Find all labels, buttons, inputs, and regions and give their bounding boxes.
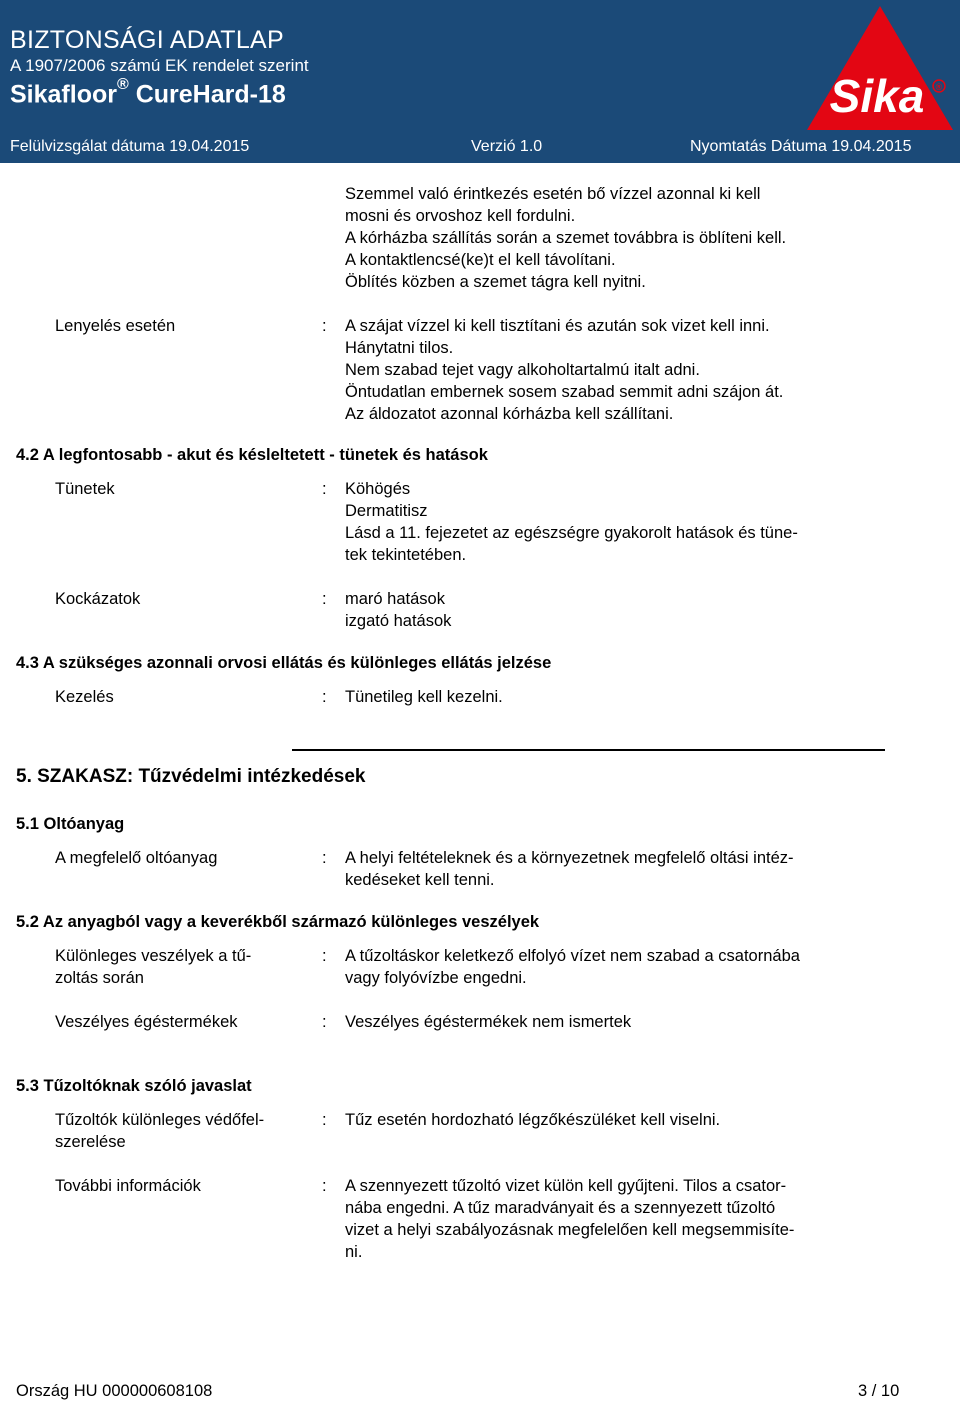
ingestion-label: Lenyelés esetén (55, 317, 176, 335)
combustion-products-value: Veszélyes égéstermékek nem ismertek (345, 1013, 632, 1031)
version-label: Verzió 1.0 (471, 138, 543, 155)
field-colon: : (322, 947, 327, 965)
field-colon: : (322, 849, 327, 867)
sika-logo (805, 4, 955, 132)
symptoms-line: Köhögés (345, 480, 411, 498)
ingestion-line: Az áldozatot azonnal kórházba kell szállítani. (345, 405, 674, 423)
section-4-2-heading: 4.2 A legfontosabb - akut és késleltetett - tünetek és hatások (16, 446, 488, 464)
risks-label: Kockázatok (55, 590, 141, 608)
field-colon: : (322, 688, 327, 706)
field-colon: : (322, 480, 327, 498)
further-info-line: vizet a helyi szabályozásnak megfelelően kell megsemmisíte- (345, 1221, 795, 1239)
eye-contact-line: Szemmel való érintkezés esetén bő vízzel azonnal ki kell (345, 185, 761, 203)
ingestion-line: Hánytatni tilos. (345, 339, 454, 357)
symptoms-line: Dermatitisz (345, 502, 428, 520)
page-number: 3 / 10 (858, 1382, 900, 1400)
print-date: Nyomtatás Dátuma 19.04.2015 (690, 138, 912, 155)
further-info-line: ni. (345, 1243, 363, 1261)
eye-contact-line: mosni és orvoshoz kell fordulni. (345, 207, 576, 225)
further-info-line: nába engedni. A tűz maradványait és a szennyezett tűzoltó (345, 1199, 776, 1217)
footer-country: Ország HU 000000608108 (16, 1382, 213, 1400)
section-5-heading: 5. SZAKASZ: Tűzvédelmi intézkedések (16, 766, 366, 787)
protective-equipment-value: Tűz esetén hordozható légzőkészüléket kell viselni. (345, 1111, 721, 1129)
regulation-text: A 1907/2006 számú EK rendelet szerint (10, 56, 309, 75)
special-hazards-line: vagy folyóvízbe engedni. (345, 969, 527, 987)
ingestion-line: Öntudatlan embernek sosem szabad semmit adni szájon át. (345, 383, 784, 401)
ingestion-line: Nem szabad tejet vagy alkoholtartalmú italt adni. (345, 361, 700, 379)
extinguishing-media-line: kedéseket kell tenni. (345, 871, 495, 889)
treatment-label: Kezelés (55, 688, 114, 706)
field-colon: : (322, 590, 327, 608)
product-name: Sikafloor® CureHard-18 (10, 76, 286, 109)
eye-contact-line: A kórházba szállítás során a szemet továbbra is öblíteni kell. (345, 229, 787, 247)
field-colon: : (322, 1013, 327, 1031)
section-5-1-heading: 5.1 Oltóanyag (16, 815, 125, 833)
ingestion-line: A szájat vízzel ki kell tisztítani és azután sok vizet kell inni. (345, 317, 770, 335)
section-divider (292, 749, 885, 751)
field-colon: : (322, 1111, 327, 1129)
treatment-value: Tünetileg kell kezelni. (345, 688, 503, 706)
special-hazards-label: Különleges veszélyek a tű- (55, 947, 252, 965)
symptoms-line: tek tekintetében. (345, 546, 467, 564)
risks-line: izgató hatások (345, 612, 452, 630)
extinguishing-media-label: A megfelelő oltóanyag (55, 849, 218, 867)
further-info-label: További információk (55, 1177, 201, 1195)
field-colon: : (322, 317, 327, 335)
symptoms-line: Lásd a 11. fejezetet az egészségre gyakorolt hatások és tüne- (345, 524, 798, 542)
revision-date: Felülvizsgálat dátuma 19.04.2015 (10, 138, 250, 155)
section-5-3-heading: 5.3 Tűzoltóknak szóló javaslat (16, 1077, 252, 1095)
field-colon: : (322, 1177, 327, 1195)
symptoms-label: Tünetek (55, 480, 115, 498)
eye-contact-line: Öblítés közben a szemet tágra kell nyitni. (345, 273, 646, 291)
svg-text:Sika: Sika (829, 70, 925, 122)
document-header (0, 0, 960, 163)
further-info-line: A szennyezett tűzoltó vizet külön kell gyűjteni. Tilos a csator- (345, 1177, 787, 1195)
document-title: BIZTONSÁGI ADATLAP (10, 26, 284, 54)
svg-text:®: ® (935, 82, 943, 92)
section-5-2-heading: 5.2 Az anyagból vagy a keverékből származó különleges veszélyek (16, 913, 540, 931)
protective-equipment-label: szerelése (55, 1133, 126, 1151)
section-4-3-heading: 4.3 A szükséges azonnali orvosi ellátás és különleges ellátás jelzése (16, 654, 552, 672)
protective-equipment-label: Tűzoltók különleges védőfel- (55, 1111, 265, 1129)
special-hazards-label: zoltás során (55, 969, 144, 987)
special-hazards-line: A tűzoltáskor keletkező elfolyó vízet nem szabad a csatornába (345, 947, 800, 965)
extinguishing-media-line: A helyi feltételeknek és a környezetnek megfelelő oltási intéz- (345, 849, 794, 867)
combustion-products-label: Veszélyes égéstermékek (55, 1013, 238, 1031)
risks-line: maró hatások (345, 590, 445, 608)
eye-contact-line: A kontaktlencsé(ke)t el kell távolítani. (345, 251, 616, 269)
